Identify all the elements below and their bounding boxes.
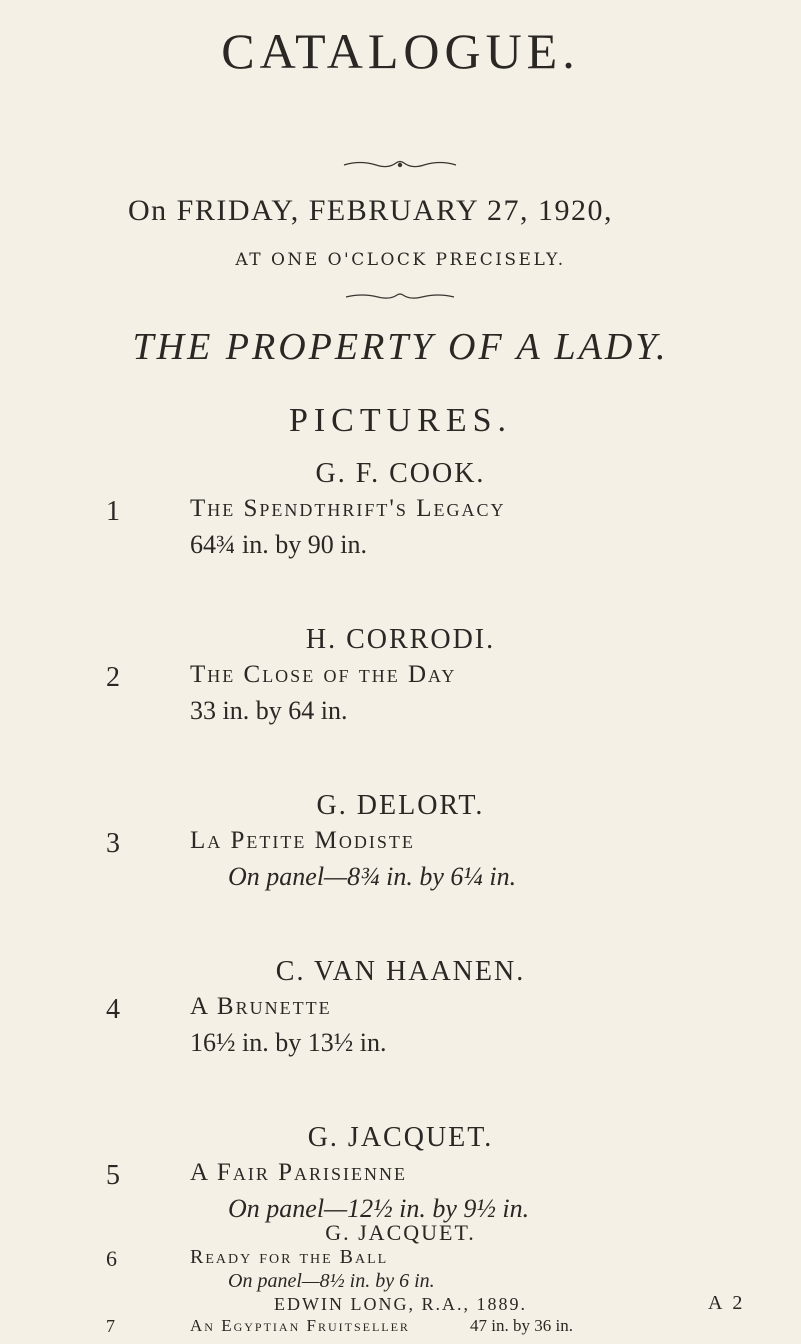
sale-date: On FRIDAY, FEBRUARY 27, 1920, bbox=[128, 194, 613, 227]
section-heading: PICTURES. bbox=[288, 402, 513, 439]
property-heading: THE PROPERTY OF A LADY. bbox=[132, 326, 669, 368]
lot-4-title: A Brunette bbox=[190, 993, 332, 1020]
lot-6-dimensions: On panel—8½ in. by 6 in. bbox=[228, 1270, 435, 1292]
lot-7-dimensions: 47 in. by 36 in. bbox=[470, 1316, 573, 1335]
lot-3-dimensions: On panel—8¾ in. by 6¼ in. bbox=[228, 862, 517, 891]
lot-2-title: The Close of the Day bbox=[190, 661, 457, 688]
lot-1-artist: G. F. COOK. bbox=[315, 458, 486, 489]
lot-3-title: La Petite Modiste bbox=[190, 827, 415, 854]
lot-3-number: 3 bbox=[106, 828, 120, 859]
lot-4-dimensions: 16½ in. by 13½ in. bbox=[190, 1028, 387, 1057]
ornament-divider-bottom bbox=[340, 290, 460, 304]
lot-7-title: An Egyptian Fruitseller bbox=[190, 1316, 410, 1335]
lot-5-artist: G. JACQUET. bbox=[307, 1122, 494, 1153]
lot-1-dimensions: 64¾ in. by 90 in. bbox=[190, 530, 367, 559]
lot-6-number: 6 bbox=[106, 1246, 117, 1271]
lot-5-title: A Fair Parisienne bbox=[190, 1159, 407, 1186]
catalogue-title: CATALOGUE. bbox=[221, 23, 580, 79]
lot-5-number: 5 bbox=[106, 1160, 120, 1191]
lot-6-artist: G. JACQUET. bbox=[325, 1220, 476, 1245]
page-signature: A 2 bbox=[708, 1292, 746, 1314]
lot-5-dimensions: On panel—12½ in. by 9½ in. bbox=[228, 1194, 530, 1223]
lot-1-title: The Spendthrift's Legacy bbox=[190, 495, 506, 522]
ornament-divider-top bbox=[340, 158, 460, 172]
lot-6-title: Ready for the Ball bbox=[190, 1246, 389, 1268]
sale-time: AT ONE O'CLOCK PRECISELY. bbox=[235, 250, 566, 270]
lot-2-number: 2 bbox=[106, 662, 120, 693]
lot-2-dimensions: 33 in. by 64 in. bbox=[190, 696, 348, 725]
lot-4-number: 4 bbox=[106, 994, 120, 1025]
lot-1-number: 1 bbox=[106, 496, 120, 527]
lot-2-artist: H. CORRODI. bbox=[305, 624, 496, 655]
lot-7-artist: EDWIN LONG, R.A., 1889. bbox=[274, 1294, 527, 1314]
lot-3-artist: G. DELORT. bbox=[316, 790, 485, 821]
lot-7-number: 7 bbox=[106, 1316, 115, 1336]
lot-4-artist: C. VAN HAANEN. bbox=[275, 956, 526, 987]
